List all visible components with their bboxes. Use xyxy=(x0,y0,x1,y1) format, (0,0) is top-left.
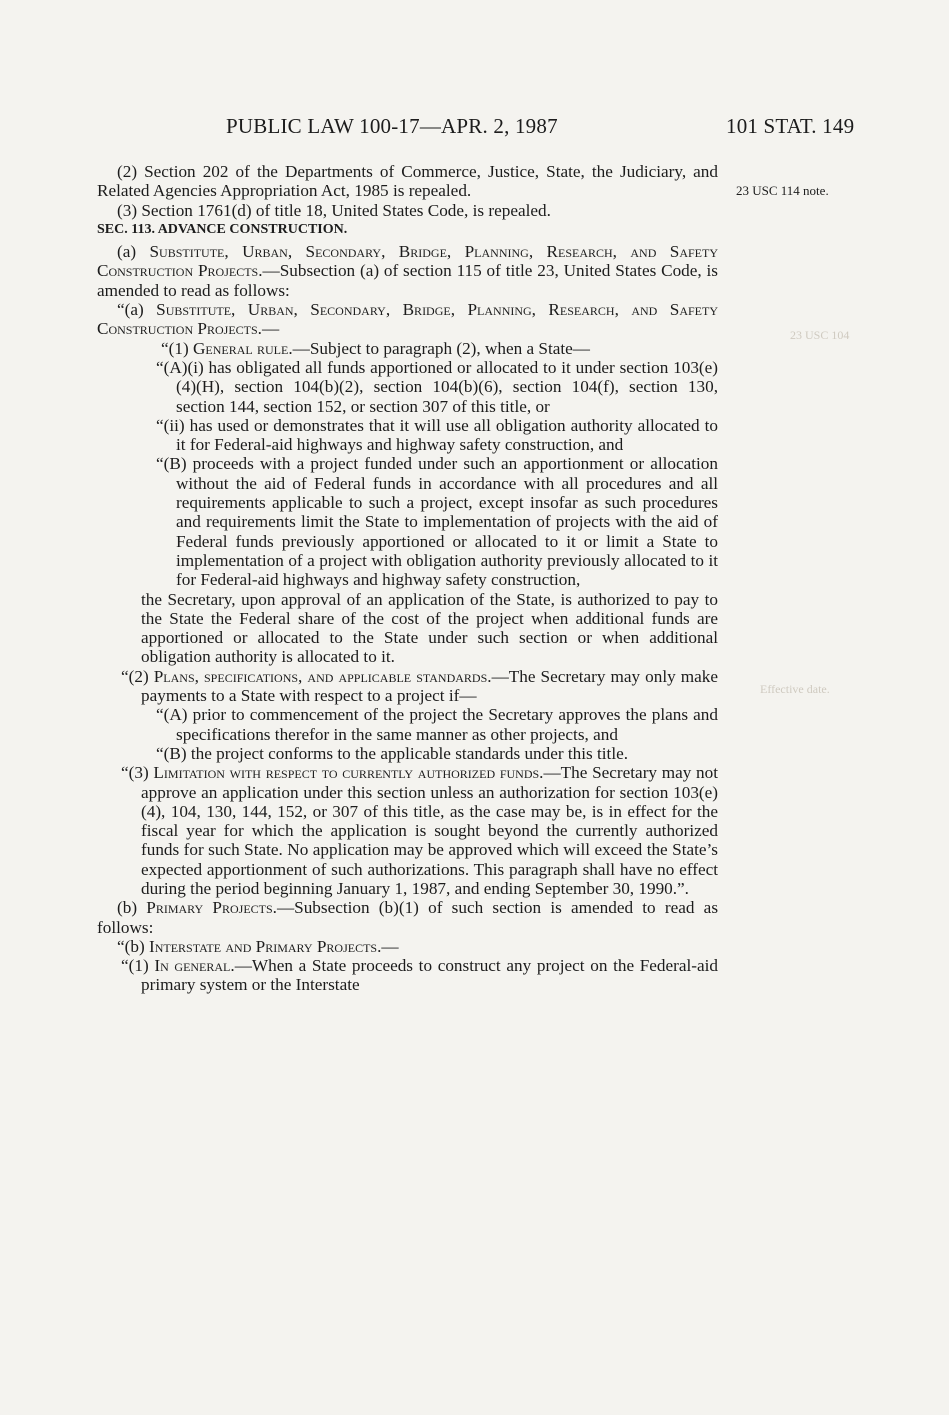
plans-clause-b: “(B) the project conforms to the applicable standards under this title. xyxy=(156,743,629,763)
clause-a-ii: “(ii) has used or demonstrates that it will use all obligation authority allocated to it for Federal-aid highways and highway safety construction, and xyxy=(156,415,718,455)
margin-note: 23 USC 114 note. xyxy=(736,183,829,198)
clause-b: “(B) proceeds with a project funded under such an apportionment or allocation without the aid of Federal funds in accordance with all procedures and all requirements applicable to such a project, except insofar as such procedures and requirements limit the State to implementation of projects with the aid of Federal funds previously apportioned or allocated to it or limit a State to implementation of a project with obligation authority previously allocated to it for Federal-aid highways and highway safety construction, xyxy=(156,454,718,590)
clause-a-i: “(A)(i) has obligated all funds apportioned or allocated to it under section 103(e)(4)(H), section 104(b)(2), section 104(b)(6), section 104(f), section 130, section 144, section 152, or section 307 of this title, or xyxy=(156,357,718,416)
statute-page-number: 101 STAT. 149 xyxy=(726,114,855,138)
page-header xyxy=(0,110,949,140)
quoted-subsection-a: “(a) Substitute, Urban, Secondary, Bridge, Planning, Research, and Safety Construction Projects.— xyxy=(97,300,718,339)
paragraph-1-in-general: “(1) In general.—When a State proceeds to construct any project on the Federal-aid primary system or the Interstate xyxy=(121,956,719,995)
paragraph-1-general-rule: “(1) General rule.—Subject to paragraph (2), when a State— xyxy=(161,338,590,358)
bleed-through-usc-ref: 23 USC 104 xyxy=(790,328,850,342)
plans-clause-a: “(A) prior to commencement of the project the Secretary approves the plans and specifications therefor in the same manner as other projects, and xyxy=(156,705,718,744)
bleed-through-effective-date: Effective date. xyxy=(760,682,830,696)
secretary-clause: the Secretary, upon approval of an application of the State, is authorized to pay to the State the Federal share of the cost of the project when additional funds are apportioned or allocated to the State under such section or when additional obligation authority is allocated to it. xyxy=(141,589,718,667)
section-heading: SEC. 113. ADVANCE CONSTRUCTION. xyxy=(97,221,348,237)
subsection-b: (b) Primary Projects.—Subsection (b)(1) of such section is amended to read as follows: xyxy=(97,898,719,937)
running-title: PUBLIC LAW 100-17—APR. 2, 1987 xyxy=(226,114,558,138)
paragraph-3-limitation: “(3) Limitation with respect to currently authorized funds.—The Secretary may not approve an application under this section unless an authorization for section 103(e)(4), 104, 130, 144, 152, or 307 of this title, as the case may be, is in effect for the fiscal year for which the application is sought beyond the currently authorized funds for such State. No application may be approved which will exceed the State’s expected apportionment of such authorizations. This paragraph shall have no effect during the period beginning January 1, 1987, and ending September 30, 1990.”. xyxy=(121,763,719,898)
paragraph-2: (2) Section 202 of the Departments of Commerce, Justice, State, the Judiciary, and Related Agencies Appropriation Act, 1985 is repealed. xyxy=(97,162,718,201)
paragraph-2-plans: “(2) Plans, specifications, and applicable standards.—The Secretary may only make payments to a State with respect to a project if— xyxy=(121,666,719,706)
quoted-subsection-b: “(b) Interstate and Primary Projects.— xyxy=(117,936,399,956)
subsection-a: (a) Substitute, Urban, Secondary, Bridge, Planning, Research, and Safety Construction Projects.—Subsection (a) of section 115 of title 23, United States Code, is amended to read as follows: xyxy=(97,242,718,300)
paragraph-3: (3) Section 1761(d) of title 18, United States Code, is repealed. xyxy=(117,200,551,220)
document-body xyxy=(97,162,718,995)
